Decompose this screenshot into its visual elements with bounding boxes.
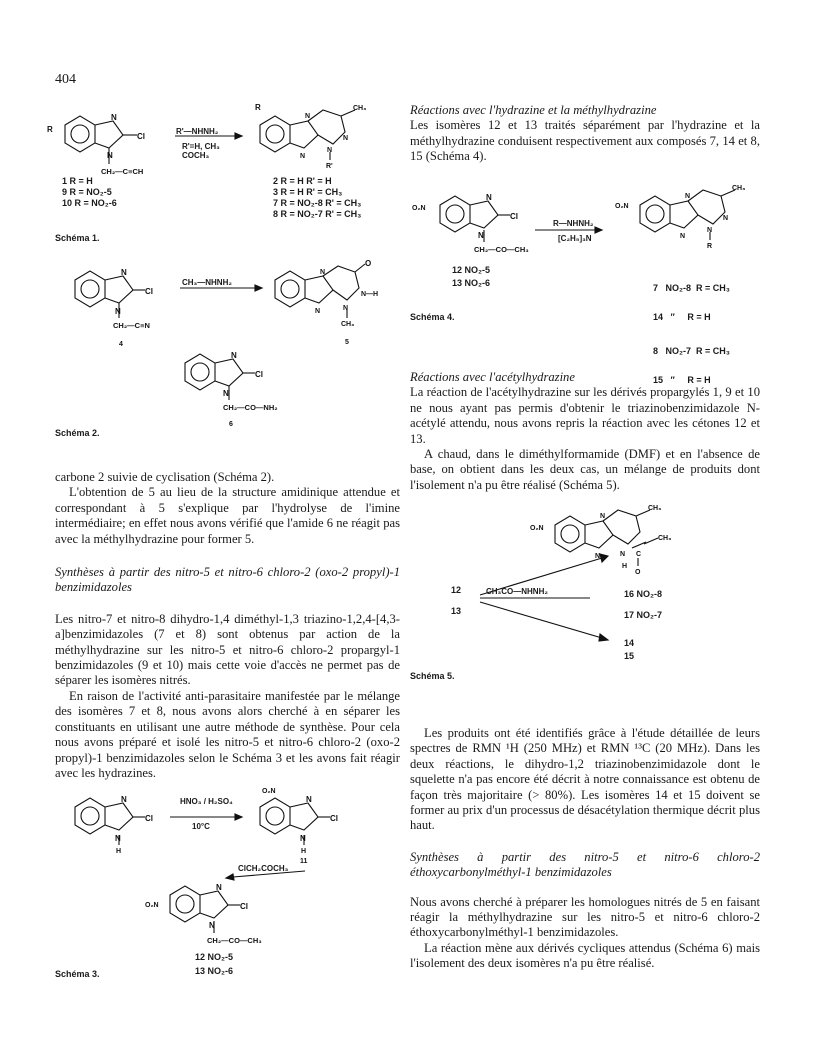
svg-text:N: N xyxy=(707,227,713,234)
svg-text:O: O xyxy=(365,259,372,268)
scheme-2-reagent: CH₃—NHNH₂ xyxy=(182,278,232,287)
svg-text:N: N xyxy=(600,513,606,520)
paragraph: La réaction de l'acétylhydrazine sur les dérivés propargylés 1, 9 et 10 ne nous ayant pas permis d'obtenir le triazinobenzimidazole N-acétylé attendu, nous avons repris la réaction avec les cétones 12 et 13. xyxy=(410,385,760,446)
paragraph: L'obtention de 5 au lieu de la structure amidinique attendue et correspondant à 5 s'explique par l'hydrolyse de l'imine intermédiaire; en effet nous avons vérifié que l'amide 6 ne réagit pas avec la méthylhydrazine pour former 5. xyxy=(55,485,400,546)
scheme-2-label: Schéma 2. xyxy=(55,428,100,438)
paragraph: A chaud, dans le diméthylformamide (DMF) et en l'absence de base, on obtient dans les deux cas, un mélange de produits dont l'isolement n'a pu être réalisé (Schéma 5). xyxy=(410,447,760,492)
scheme-5-reagent: CH₃CO—NHNH₂ xyxy=(486,587,548,596)
svg-text:N: N xyxy=(121,268,127,277)
scheme-5-figure xyxy=(410,500,770,680)
scheme-5-num: 13 xyxy=(451,606,462,616)
scheme-1-reagent-top: R'—NHNH₂ xyxy=(176,127,219,136)
svg-text:N: N xyxy=(300,153,306,160)
svg-text:N: N xyxy=(115,834,121,843)
svg-text:CH₃: CH₃ xyxy=(648,505,662,512)
svg-text:N: N xyxy=(216,883,222,892)
svg-text:N: N xyxy=(723,215,729,222)
scheme-4-left-item: 13 NO₂-6 xyxy=(452,278,491,288)
section-heading: Réactions avec l'hydrazine et la méthylhydrazine xyxy=(410,103,657,117)
scheme-2-num: 6 xyxy=(229,421,233,428)
svg-text:N: N xyxy=(305,113,311,120)
svg-text:N: N xyxy=(680,233,686,240)
scheme-3-reagent-2: ClCH₂COCH₃ xyxy=(238,864,289,873)
svg-text:CH₂—CO—NH₂: CH₂—CO—NH₂ xyxy=(223,403,278,412)
scheme-1-reagent-bottom: R'=H, CH₃ COCH₃ xyxy=(182,142,220,160)
svg-text:N: N xyxy=(685,193,691,200)
scheme-1-right-item: 8 R = NO₂-7 R' = CH₃ xyxy=(273,209,362,219)
svg-text:CH₃: CH₃ xyxy=(341,321,355,328)
scheme-1-label: Schéma 1. xyxy=(55,233,100,243)
svg-text:CH₂—C≡N: CH₂—C≡N xyxy=(113,321,150,330)
scheme-4-right-item: 7 NO₂-8 R = CH₃ xyxy=(653,283,730,293)
svg-text:N: N xyxy=(343,135,349,142)
scheme-5-label: Schéma 5. xyxy=(410,671,455,681)
svg-text:N: N xyxy=(320,269,326,276)
scheme-5-num: 17 NO₂-7 xyxy=(624,610,663,620)
scheme-4-right-item: 14 ″ R = H xyxy=(653,311,711,322)
svg-text:CH₃: CH₃ xyxy=(658,535,672,542)
scheme-5-num: 15 xyxy=(624,651,635,661)
scheme-4-right-item: 8 NO₂-7 R = CH₃ xyxy=(653,346,730,356)
svg-text:N: N xyxy=(111,113,117,122)
svg-text:N: N xyxy=(327,147,333,154)
paragraph: En raison de l'activité anti-parasitaire manifestée par le mélange des isomères 7 et 8, nous avons alors cherché à en séparer les constituants en utilisant une autre méthode de synthèse. Pour cela nous avons préparé et isolé les nitro-5 et nitro-6 chloro-2 (oxo-2 propyl)-1 benzimidazoles selon le Schéma 3 et les avons fait réagir avec les hydrazines. xyxy=(55,688,400,780)
paragraph: carbone 2 suivie de cyclisation (Schéma 2). xyxy=(55,470,275,484)
scheme-1-right-list xyxy=(273,176,361,220)
svg-text:Cl: Cl xyxy=(240,902,248,911)
svg-text:N: N xyxy=(486,193,492,202)
scheme-3-figure xyxy=(55,785,400,975)
svg-text:H: H xyxy=(301,848,307,855)
paragraph: Les isomères 12 et 13 traités séparément par l'hydrazine et la méthylhydrazine conduisent respectivement aux composés 7, 14 et 8, 15 (Schéma 4). xyxy=(410,118,760,164)
svg-text:Cl: Cl xyxy=(255,370,263,379)
scheme-3-num: 12 NO₂-5 xyxy=(195,952,234,962)
svg-text:N: N xyxy=(300,834,306,843)
svg-text:CH₃: CH₃ xyxy=(732,185,746,192)
svg-text:Cl: Cl xyxy=(137,132,145,141)
scheme-4-right-item: 15 ″ R = H xyxy=(653,374,711,385)
svg-text:CH₃: CH₃ xyxy=(353,105,367,112)
svg-text:O₂N: O₂N xyxy=(412,205,426,212)
svg-text:O₂N: O₂N xyxy=(262,788,276,795)
scheme-5-left-nums xyxy=(451,580,461,622)
svg-text:H: H xyxy=(116,848,122,855)
svg-text:Cl: Cl xyxy=(145,814,153,823)
scheme-4-label: Schéma 4. xyxy=(410,312,455,322)
scheme-4-reagent-b: [C₂H₅]₃N xyxy=(558,234,592,243)
right-column-text-3 xyxy=(410,726,760,972)
svg-text:R: R xyxy=(707,243,713,250)
scheme-3-label: Schéma 3. xyxy=(55,969,100,979)
right-column-text-2 xyxy=(410,370,760,493)
page-number: 404 xyxy=(55,72,76,87)
scheme-3-products xyxy=(195,950,233,978)
svg-text:N: N xyxy=(223,389,229,398)
scheme-5-num: 12 xyxy=(451,585,462,595)
svg-text:O₂N: O₂N xyxy=(615,203,629,210)
svg-text:O₂N: O₂N xyxy=(530,525,544,532)
scheme-3-reagent-1b: 10°C xyxy=(192,822,210,831)
scheme-5-right-nums xyxy=(624,584,662,626)
svg-text:N: N xyxy=(107,151,113,160)
scheme-4-left-item: 12 NO₂-5 xyxy=(452,265,491,275)
scheme-1-left-item: 10 R = NO₂-6 xyxy=(62,198,117,208)
scheme-5-bottom-nums xyxy=(624,637,634,663)
svg-text:N: N xyxy=(620,551,626,558)
svg-text:N: N xyxy=(595,553,601,560)
svg-text:Cl: Cl xyxy=(145,287,153,296)
scheme-3-num: 13 NO₂-6 xyxy=(195,966,234,976)
right-column-text-1 xyxy=(410,103,760,165)
svg-text:N: N xyxy=(343,305,349,312)
svg-text:N: N xyxy=(231,351,237,360)
svg-text:C: C xyxy=(636,551,642,558)
scheme-1-right-item: 2 R = H R' = H xyxy=(273,176,332,186)
scheme-3-num: 11 xyxy=(300,858,308,865)
svg-text:H: H xyxy=(622,563,628,570)
scheme-1-right-item: 7 R = NO₂-8 R' = CH₃ xyxy=(273,198,362,208)
svg-text:N: N xyxy=(209,921,215,930)
svg-text:R: R xyxy=(47,125,53,134)
svg-text:N—H: N—H xyxy=(361,291,379,298)
svg-text:N: N xyxy=(115,307,121,316)
svg-text:N: N xyxy=(478,231,484,240)
paragraph: Les nitro-7 et nitro-8 dihydro-1,4 diméthyl-1,3 triazino-1,2,4-[4,3-a]benzimidazoles (7 et 8) sont obtenus par action de la méthylhydrazine sur les nitro-5 et nitro-6 chloro-2 propargyl-1 benzimidazoles (9 et 10) mais cette voie d'accès ne permet pas de séparer les isomères nitrés. xyxy=(55,611,400,688)
svg-text:Cl: Cl xyxy=(330,814,338,823)
paragraph: La réaction mène aux dérivés cycliques attendus (Schéma 6) mais l'isolement des deux isomères n'a pu être réalisé. xyxy=(410,940,760,971)
left-column-text xyxy=(55,470,400,781)
scheme-1-left-item: 1 R = H xyxy=(62,176,93,186)
svg-text:N: N xyxy=(306,795,312,804)
svg-text:R': R' xyxy=(326,163,333,170)
paragraph: Nous avons cherché à préparer les homologues nitrés de 5 en faisant réagir la méthylhydrazine sur les nitro-5 et nitro-6 chloro-2 éthoxycarbonylméthyl-1 benzimidazoles. xyxy=(410,894,760,940)
paragraph: Les produits ont été identifiés grâce à l'étude détaillée de leurs spectres de RMN ¹H (250 MHz) et RMN ¹³C (20 MHz). Dans les deux réactions, le dihydro-1,2 triazinobenzimidazole dont le squelette n'a pas encore été décrit à notre connaissance est obtenu de façon très majoritaire (> 80%). Les isomères 14 et 15 doivent se former au prix d'un processus de désacétylation thermique décrit plus haut. xyxy=(410,726,760,833)
scheme-1-right-item: 3 R = H R' = CH₃ xyxy=(273,187,343,197)
section-heading: Synthèses à partir des nitro-5 et nitro-6 chloro-2 éthoxycarbonylméthyl-1 benzimidazoles xyxy=(410,849,760,880)
svg-text:O₂N: O₂N xyxy=(145,902,159,909)
svg-text:Cl: Cl xyxy=(510,212,518,221)
svg-text:CH₂—CO—CH₃: CH₂—CO—CH₃ xyxy=(474,245,529,254)
scheme-5-num: 16 NO₂-8 xyxy=(624,589,663,599)
scheme-1-left-item: 9 R = NO₂-5 xyxy=(62,187,112,197)
svg-text:CH₂—CO—CH₃: CH₂—CO—CH₃ xyxy=(207,936,262,945)
svg-text:N: N xyxy=(315,308,321,315)
scheme-4-left-list xyxy=(452,264,490,290)
scheme-3-reagent-1: HNO₃ / H₂SO₄ xyxy=(180,797,233,806)
svg-text:N: N xyxy=(121,795,127,804)
scheme-2-num: 5 xyxy=(345,339,349,346)
svg-text:O: O xyxy=(635,569,641,576)
svg-text:CH₂—C≡CH: CH₂—C≡CH xyxy=(101,167,144,176)
section-heading: Synthèses à partir des nitro-5 et nitro-6 chloro-2 (oxo-2 propyl)-1 benzimidazoles xyxy=(55,565,400,595)
section-heading: Réactions avec l'acétylhydrazine xyxy=(410,370,575,384)
svg-text:R: R xyxy=(255,103,261,112)
scheme-1-left-list xyxy=(62,176,117,209)
scheme-4-reagent: R—NHNH₂ xyxy=(553,219,594,228)
scheme-5-num: 14 xyxy=(624,638,635,648)
scheme-2-num: 4 xyxy=(119,341,123,348)
